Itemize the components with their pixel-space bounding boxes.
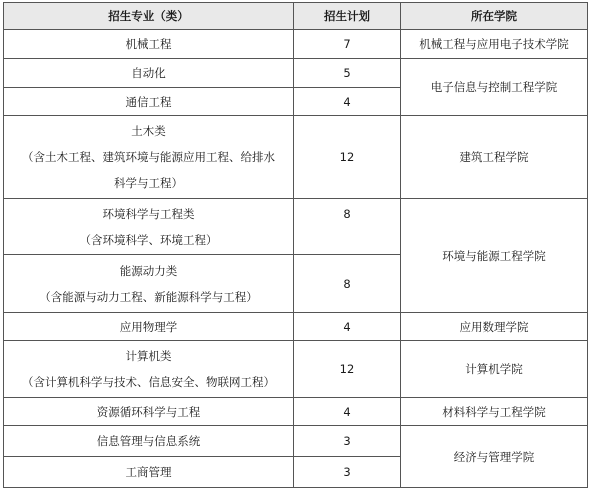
table-row: [4, 341, 588, 398]
header-college: 所在学院: [401, 3, 588, 30]
table-row: [4, 59, 588, 88]
plan-cell: 8: [294, 199, 401, 255]
major-line: 土木类: [131, 124, 166, 138]
college-cell: 经济与管理学院: [401, 426, 588, 488]
major-cell: [4, 199, 294, 255]
college-cell: 电子信息与控制工程学院: [401, 59, 588, 116]
plan-cell: 3: [294, 426, 401, 457]
plan-cell: 7: [294, 30, 401, 59]
college-cell: 材料科学与工程学院: [401, 398, 588, 426]
major-line: 能源动力类: [119, 263, 178, 278]
major-cell: 应用物理学: [4, 313, 294, 341]
college-cell: 机械工程与应用电子技术学院: [401, 30, 588, 59]
table-row: [4, 313, 588, 341]
college-cell: 计算机学院: [401, 341, 588, 398]
table-row: [4, 30, 588, 59]
table-row: [4, 426, 588, 457]
enrollment-plan-table: [3, 2, 588, 488]
header-plan: 招生计划: [294, 3, 401, 30]
major-line: （含土木工程、建筑环境与能源应用工程、给排水: [22, 150, 275, 164]
major-cell: 通信工程: [4, 88, 294, 116]
major-cell: [4, 116, 294, 199]
major-line: （含能源与动力工程、新能源科学与工程）: [39, 289, 258, 304]
major-cell: 资源循环科学与工程: [4, 398, 294, 426]
plan-cell: 4: [294, 313, 401, 341]
major-line: 计算机类: [125, 349, 172, 363]
major-cell: 机械工程: [4, 30, 294, 59]
plan-cell: 5: [294, 59, 401, 88]
college-cell: 应用数理学院: [401, 313, 588, 341]
major-cell: [4, 255, 294, 313]
major-cell: 信息管理与信息系统: [4, 426, 294, 457]
plan-cell: 4: [294, 88, 401, 116]
plan-cell: 4: [294, 398, 401, 426]
header-major: 招生专业（类）: [4, 3, 294, 30]
major-line: （含环境科学、环境工程）: [79, 232, 218, 247]
table-row: [4, 116, 588, 199]
table-row: [4, 398, 588, 426]
major-line: （含计算机科学与技术、信息安全、物联网工程）: [22, 375, 275, 389]
table-header-row: [4, 3, 588, 30]
plan-cell: 3: [294, 457, 401, 488]
major-cell: 自动化: [4, 59, 294, 88]
college-cell: 环境与能源工程学院: [401, 199, 588, 313]
major-cell: [4, 341, 294, 398]
plan-cell: 12: [294, 341, 401, 398]
plan-cell: 8: [294, 255, 401, 313]
major-line: 科学与工程）: [114, 176, 183, 190]
plan-cell: 12: [294, 116, 401, 199]
major-line: 环境科学与工程类: [102, 206, 195, 221]
college-cell: 建筑工程学院: [401, 116, 588, 199]
major-cell: 工商管理: [4, 457, 294, 488]
table-row: [4, 199, 588, 255]
